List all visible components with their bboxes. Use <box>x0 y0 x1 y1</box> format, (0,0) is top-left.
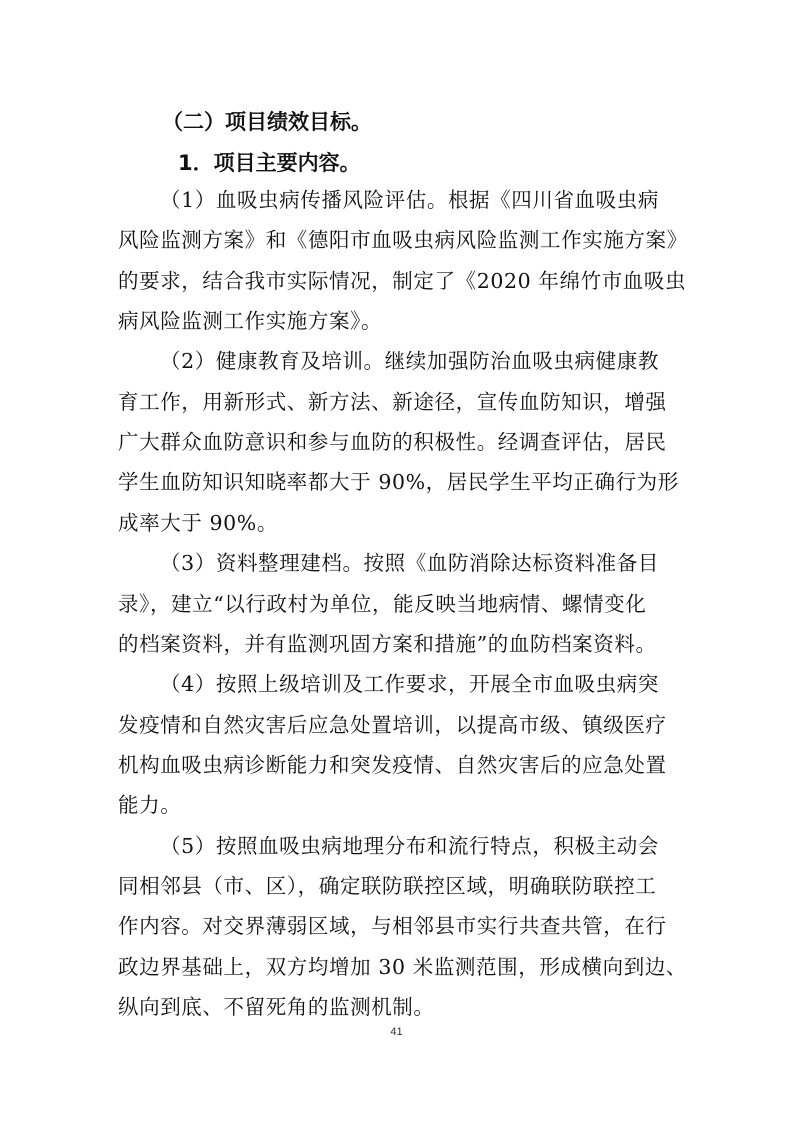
paragraph-2-line-1: （2）健康教育及培训。继续加强防治血吸虫病健康教 <box>160 349 659 373</box>
paragraph-3-line-3: 的档案资料，并有监测巩固方案和措施”的血防档案资料。 <box>118 632 657 656</box>
paragraph-4-line-3: 机构血吸虫病诊断能力和突发疫情、自然灾害后的应急处置 <box>118 753 667 777</box>
paragraph-3-line-1: （3）资料整理建档。按照《血防消除达标资料准备目 <box>160 551 659 575</box>
paragraph-5-line-1: （5）按照血吸虫病地理分布和流行特点，积极主动会 <box>160 834 659 858</box>
page-number: 41 <box>390 1026 403 1038</box>
paragraph-2-line-2: 育工作，用新形式、新方法、新途径，宣传血防知识，增强 <box>118 390 667 414</box>
paragraph-2-line-4: 学生血防知识知晓率都大于 90%，居民学生平均正确行为形 <box>118 470 679 494</box>
paragraph-2-line-3: 广大群众血防意识和参与血防的积极性。经调查评估，居民 <box>118 430 667 454</box>
paragraph-4-line-2: 发疫情和自然灾害后应急处置培训，以提高市级、镇级医疗 <box>118 713 667 737</box>
paragraph-5-line-4: 政边界基础上，双方均增加 30 米监测范围，形成横向到边、 <box>118 955 688 979</box>
paragraph-5-line-5: 纵向到底、不留死角的监测机制。 <box>118 995 435 1019</box>
paragraph-4-line-4: 能力。 <box>118 793 182 817</box>
paragraph-1-line-2: 风险监测方案》和《德阳市血吸虫病风险监测工作实施方案》 <box>118 228 688 252</box>
paragraph-1-line-4: 病风险监测工作实施方案》。 <box>118 309 383 333</box>
subsection-heading: 1．项目主要内容。 <box>178 151 361 175</box>
paragraph-5-line-3: 作内容。对交界薄弱区域，与相邻县市实行共查共管，在行 <box>118 914 667 938</box>
paragraph-1-line-1: （1）血吸虫病传播风险评估。根据《四川省血吸虫病 <box>160 188 659 212</box>
paragraph-3-line-2: 录》，建立“以行政村为单位，能反映当地病情、螺情变化 <box>118 592 647 616</box>
paragraph-2-line-5: 成率大于 90%。 <box>118 511 278 535</box>
paragraph-4-line-1: （4）按照上级培训及工作要求，开展全市血吸虫病突 <box>160 672 659 696</box>
paragraph-5-line-2: 同相邻县（市、区），确定联防联控区域，明确联防联控工 <box>118 874 657 898</box>
section-heading: （二）项目绩效目标。 <box>162 110 372 134</box>
paragraph-1-line-3: 的要求，结合我市实际情况，制定了《2020 年绵竹市血吸虫 <box>118 269 687 293</box>
